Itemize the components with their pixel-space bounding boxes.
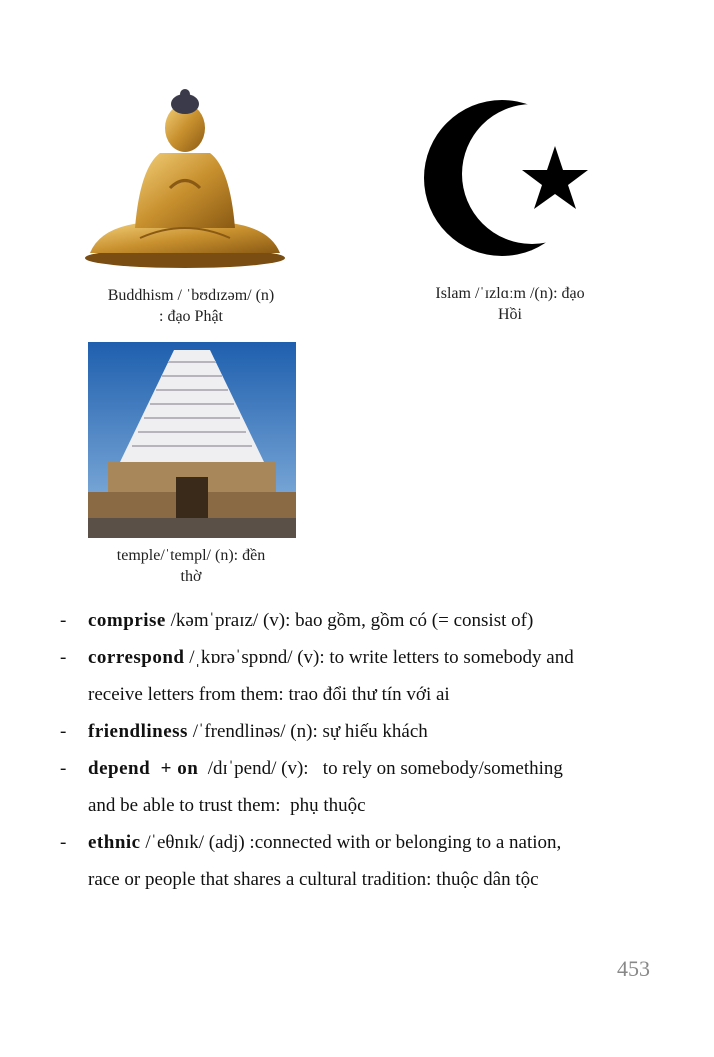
list-dash: -	[60, 610, 67, 631]
vocab-entry	[60, 713, 660, 750]
islam-caption-line1: Islam /ˈɪzlɑːm /(n): đạo	[435, 285, 585, 302]
vocab-term: comprise	[88, 610, 166, 631]
islam-caption	[410, 283, 610, 325]
temple-caption-line2: thờ	[180, 568, 202, 585]
temple-tower-icon	[88, 342, 296, 538]
crescent-star-icon	[420, 88, 600, 268]
vocab-entry	[60, 750, 660, 824]
buddhism-caption	[80, 285, 302, 327]
buddhism-caption-line2: : đạo Phật	[159, 308, 223, 325]
vocab-term: friendliness	[88, 721, 188, 742]
vocab-term: correspond	[88, 647, 185, 668]
vocab-definition: /ˌkɒrəˈspɒnd/ (v): to write letters to somebody and	[184, 647, 574, 668]
vocab-entry	[60, 639, 660, 713]
vocab-entry	[60, 824, 660, 898]
list-dash: -	[60, 647, 67, 668]
vocab-definition: /ˈeθnɪk/ (adj) :connected with or belonging to a nation,	[140, 832, 562, 853]
vocab-definition: /dɪˈpend/ (v): to rely on somebody/something	[198, 758, 563, 779]
vocab-definition: /ˈfrendlinəs/ (n): sự hiếu khách	[187, 721, 428, 742]
temple-caption-line1: temple/ˈtempl/ (n): đền	[116, 547, 266, 564]
buddha-statue-icon	[80, 88, 290, 270]
vocab-entry	[60, 602, 660, 639]
vocab-term: depend + on	[88, 758, 199, 779]
list-dash: -	[60, 758, 67, 779]
vocab-definition: /kəmˈpraɪz/ (v): bao gồm, gồm có (= consist of)	[165, 610, 534, 631]
list-dash: -	[60, 832, 67, 853]
buddhism-caption-line1: Buddhism / ˈbʊdɪzəm/ (n)	[107, 287, 275, 304]
vocab-definition-continued: receive letters from them: trao đổi thư tín với ai	[88, 684, 450, 705]
vocabulary-list	[60, 602, 660, 898]
vocab-definition-continued: and be able to trust them: phụ thuộc	[88, 795, 366, 816]
vocab-term: ethnic	[88, 832, 141, 853]
islam-caption-line2: Hồi	[498, 306, 522, 323]
list-dash: -	[60, 721, 67, 742]
temple-caption	[88, 545, 294, 587]
page-number: 453	[617, 956, 650, 981]
vocab-definition-continued: race or people that shares a cultural tradition: thuộc dân tộc	[88, 869, 539, 890]
